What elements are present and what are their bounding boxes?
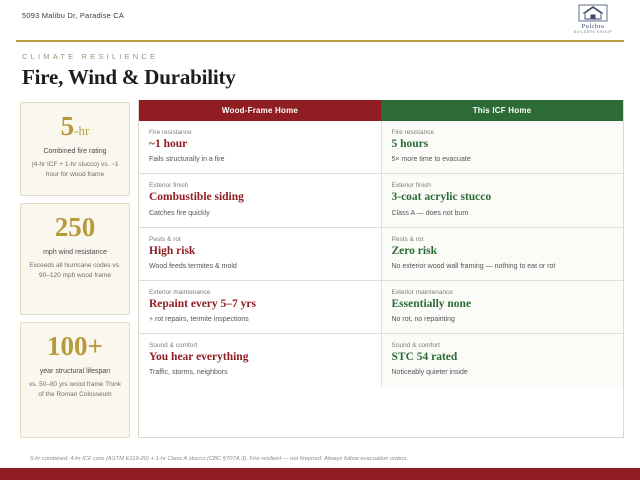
cell-category: Exterior finish bbox=[391, 182, 431, 190]
stat-value bbox=[27, 214, 123, 241]
stat-card bbox=[20, 203, 130, 315]
stat-card bbox=[20, 102, 130, 196]
cell-note: Fails structurally in a fire bbox=[149, 156, 225, 164]
table-row bbox=[139, 281, 623, 334]
section-eyebrow: CLIMATE RESILIENCE bbox=[22, 52, 159, 61]
title-block bbox=[0, 42, 640, 96]
cell-note: 5× more time to evacuate bbox=[391, 156, 471, 164]
cell-headline: Essentially none bbox=[391, 297, 472, 310]
cell-category: Sound & comfort bbox=[149, 342, 198, 350]
stat-sublabel: Exceeds all hurricane codes vs. 90–120 mph wood frame bbox=[29, 262, 121, 279]
table-cell-icf bbox=[382, 228, 624, 280]
cell-headline: Combustible siding bbox=[149, 191, 244, 204]
stat-number: 250 bbox=[54, 212, 96, 242]
logo-wordmark: Pulchra bbox=[581, 23, 605, 30]
table-row bbox=[139, 174, 623, 227]
comparison-table bbox=[138, 100, 624, 438]
table-cell-wood bbox=[139, 334, 382, 386]
stat-value bbox=[27, 113, 123, 140]
cell-headline: ~1 hour bbox=[149, 138, 188, 150]
company-logo bbox=[562, 4, 624, 34]
cell-category: Exterior maintenance bbox=[149, 288, 211, 296]
stat-number: 100+ bbox=[47, 331, 103, 361]
cell-note: Class A — does not burn bbox=[391, 209, 469, 217]
stat-label: mph wind resistance bbox=[43, 249, 107, 256]
table-cell-wood bbox=[139, 281, 382, 333]
table-cell-wood bbox=[139, 228, 382, 280]
cell-note: Catches fire quickly bbox=[149, 209, 210, 217]
cell-category: Pests & rot bbox=[391, 235, 424, 243]
cell-category: Exterior finish bbox=[149, 182, 189, 190]
page-header bbox=[0, 0, 640, 38]
cell-category: Exterior maintenance bbox=[391, 288, 453, 296]
cell-headline: Zero risk bbox=[391, 244, 437, 257]
property-address: 5093 Malibu Dr, Paradise CA bbox=[22, 11, 125, 20]
cell-note: Wood feeds termites & mold bbox=[149, 262, 237, 270]
cell-headline: You hear everything bbox=[149, 351, 249, 364]
cell-headline: Repaint every 5–7 yrs bbox=[149, 297, 256, 310]
cell-headline: High risk bbox=[149, 244, 196, 257]
cell-category: Sound & comfort bbox=[391, 342, 440, 350]
cell-headline: 3-coat acrylic stucco bbox=[391, 191, 492, 204]
cell-headline: 5 hours bbox=[391, 138, 429, 150]
cell-note: + rot repairs, termite inspections bbox=[149, 316, 249, 324]
cell-note: Traffic, storms, neighbors bbox=[149, 369, 228, 377]
cell-note: No rot, no repainting bbox=[391, 316, 455, 324]
stat-card-list bbox=[20, 100, 130, 438]
footnote-text: 5-hr combined: 4-hr ICF core (ASTM E119-20) + 1-hr Class A stucco (CBC §707A.3). Fire resilient — not fireproof. Always follow evacuation orders. bbox=[30, 456, 409, 462]
page-title: Fire, Wind & Durability bbox=[22, 65, 236, 89]
table-cell-icf bbox=[382, 281, 624, 333]
column-header-icf: This ICF Home bbox=[381, 100, 623, 121]
column-header-wood-frame: Wood-Frame Home bbox=[139, 100, 381, 121]
table-row bbox=[139, 121, 623, 174]
cell-category: Fire resistance bbox=[391, 129, 435, 136]
table-row bbox=[139, 228, 623, 281]
stat-label: year structural lifespan bbox=[39, 368, 111, 375]
table-cell-wood bbox=[139, 121, 382, 173]
footer-bar bbox=[0, 468, 640, 480]
cell-headline: STC 54 rated bbox=[391, 351, 458, 364]
cell-category: Fire resistance bbox=[149, 129, 192, 136]
stat-sublabel: (4-hr ICF + 1-hr stucco) vs. ~1 hour for wood frame bbox=[31, 161, 119, 178]
cell-note: No exterior wood wall framing — nothing to eat or rot bbox=[391, 262, 556, 270]
cell-category: Pests & rot bbox=[149, 235, 181, 243]
table-cell-icf bbox=[382, 121, 624, 173]
stat-card bbox=[20, 322, 130, 438]
page-footer bbox=[0, 456, 640, 480]
stat-label: Combined fire rating bbox=[43, 148, 107, 155]
content-area bbox=[0, 96, 640, 438]
stat-unit: -hr bbox=[74, 123, 90, 138]
table-cell-icf bbox=[382, 334, 624, 386]
logo-tagline: BUILDERS GROUP bbox=[573, 30, 613, 34]
stat-sublabel: vs. 50–80 yrs wood frame Think of the Roman Colosseum bbox=[28, 381, 121, 398]
stat-value bbox=[27, 333, 123, 360]
table-row bbox=[139, 334, 623, 386]
cell-note: Noticeably quieter inside bbox=[391, 369, 468, 377]
stat-number: 5 bbox=[60, 111, 75, 141]
house-logo-icon bbox=[578, 4, 608, 22]
table-header-row bbox=[139, 100, 623, 121]
table-cell-icf bbox=[382, 174, 624, 226]
table-cell-wood bbox=[139, 174, 382, 226]
